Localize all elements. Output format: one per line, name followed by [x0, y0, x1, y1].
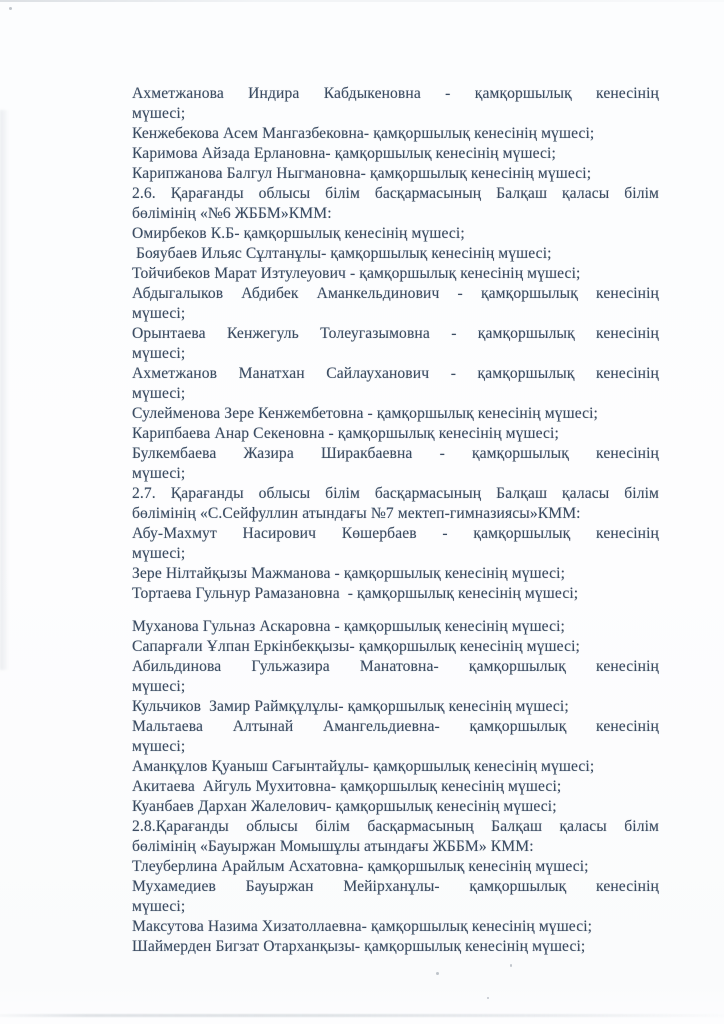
text-line: бөлімінің «Бауыржан Момышұлы атындағы ЖББМ» КММ:	[132, 838, 534, 855]
member-paragraph	[132, 124, 659, 144]
scan-speck	[510, 964, 512, 967]
text-line: Карипжанова Балгул Ныгмановна- қамқоршылық кенесінің мүшесі;	[132, 165, 592, 182]
text-line: Ахметжанов Манатхан Сайлауханович - қамқоршылық кенесінің	[132, 365, 659, 382]
member-paragraph	[132, 717, 659, 757]
member-paragraph	[132, 797, 659, 817]
text-line: Муханова Гульназ Аскаровна - қамқоршылық кенесінің мүшесі;	[132, 618, 565, 635]
text-line: Абдыгалыков Абдибек Аманкельдинович - қамқоршылық кенесінің	[132, 285, 659, 302]
text-line: 2.8.Қарағанды облысы білім басқармасының Балқаш қаласы білім	[132, 818, 659, 835]
text-line: Карипбаева Анар Секеновна - қамқоршылық кенесінің мүшесі;	[132, 425, 559, 442]
text-line: Максутова Назима Хизатоллаевна- қамқоршылық кенесінің мүшесі;	[132, 918, 593, 935]
section-heading	[132, 184, 659, 224]
text-line: Абу-Махмут Насирович Көшербаев - қамқоршылық кенесінің	[132, 525, 659, 542]
member-paragraph	[132, 617, 659, 637]
section-heading	[132, 817, 659, 857]
member-paragraph	[132, 637, 659, 657]
text-line: Зере Нілтайқызы Мажманова - қамқоршылық кенесінің мүшесі;	[132, 565, 565, 582]
text-line: Куанбаев Дархан Жалелович- қамқоршылық кенесінің мүшесі;	[132, 798, 557, 815]
scan-edge-top	[0, 0, 724, 2]
text-line: мүшесі;	[132, 105, 186, 122]
member-paragraph	[132, 697, 659, 717]
text-line: Акитаева Айгуль Мухитовна- қамқоршылық кенесінің мүшесі;	[132, 778, 562, 795]
member-paragraph	[132, 224, 659, 244]
text-line: бөлімінің «С.Сейфуллин атындағы №7 мектеп-гимназиясы»КММ:	[132, 505, 581, 522]
member-paragraph	[132, 404, 659, 424]
text-line: Аманқұлов Қуаныш Сағынтайұлы- қамқоршылық кенесінің мүшесі;	[132, 758, 595, 775]
member-paragraph	[132, 757, 659, 777]
text-line: Шаймерден Бигзат Отарханқызы- қамқоршылық кенесінің мүшесі;	[132, 938, 586, 955]
text-line: мүшесі;	[132, 678, 186, 695]
member-paragraph	[132, 657, 659, 697]
text-line: Мухамедиев Бауыржан Мейірханұлы- қамқоршылық кенесінің	[132, 878, 659, 895]
text-line: Ахметжанова Индира Кабдыкеновна - қамқоршылық кенесінің	[132, 85, 659, 102]
member-paragraph	[132, 284, 659, 324]
text-line: Кульчиков Замир Раймқұлұлы- қамқоршылық кенесінің мүшесі;	[132, 698, 569, 715]
member-paragraph	[132, 857, 659, 877]
text-line: Сапарғали Ұлпан Еркінбекқызы- қамқоршылық кенесінің мүшесі;	[132, 638, 580, 655]
text-line: Орынтаева Кенжегуль Толеугазымовна - қамқоршылық кенесінің	[132, 325, 659, 342]
member-paragraph	[132, 937, 659, 957]
member-paragraph	[132, 424, 659, 444]
text-line: мүшесі;	[132, 738, 186, 755]
member-paragraph	[132, 84, 659, 124]
member-paragraph	[132, 144, 659, 164]
text-line: Мальтаева Алтынай Амангельдиевна- қамқоршылық кенесінің	[132, 718, 659, 735]
text-line: мүшесі;	[132, 305, 186, 322]
member-paragraph	[132, 244, 659, 264]
member-paragraph	[132, 324, 659, 364]
text-line: Бояубаев Ильяс Сұлтанұлы- қамқоршылық кенесінің мүшесі;	[132, 245, 552, 262]
text-line: Булкембаева Жазира Ширакбаевна - қамқоршылық кенесінің	[132, 445, 659, 462]
member-paragraph	[132, 524, 659, 564]
text-line: мүшесі;	[132, 898, 186, 915]
scan-speck	[9, 7, 12, 10]
text-line: 2.7. Қарағанды облысы білім басқармасының Балқаш қаласы білім	[132, 485, 659, 502]
member-paragraph	[132, 264, 659, 284]
text-line: Тойчибеков Марат Изтулеуович - қамқоршылық кенесінің мүшесі;	[132, 265, 581, 282]
text-line: бөлімінің «№6 ЖББМ»КММ:	[132, 205, 332, 222]
text-line: мүшесі;	[132, 465, 186, 482]
text-line: Тлеуберлина Арайлым Асхатовна- қамқоршылық кенесінің мүшесі;	[132, 858, 589, 875]
member-paragraph	[132, 444, 659, 484]
member-paragraph	[132, 164, 659, 184]
member-paragraph	[132, 917, 659, 937]
scan-smudge-left	[0, 110, 9, 670]
member-paragraph	[132, 584, 659, 604]
section-heading	[132, 484, 659, 524]
text-line: 2.6. Қарағанды облысы білім басқармасының Балқаш қаласы білім	[132, 185, 659, 202]
text-line: мүшесі;	[132, 545, 186, 562]
text-line: Абильдинова Гульжазира Манатовна- қамқоршылық кенесінің	[132, 658, 659, 675]
scan-edge-bottom	[0, 1014, 724, 1017]
member-paragraph	[132, 364, 659, 404]
text-line: мүшесі;	[132, 345, 186, 362]
text-line: мүшесі;	[132, 385, 186, 402]
scan-speck	[487, 997, 489, 999]
member-paragraph	[132, 564, 659, 584]
text-line: Кенжебекова Асем Мангазбековна- қамқоршылық кенесінің мүшесі;	[132, 125, 595, 142]
text-line: Каримова Айзада Ерлановна- қамқоршылық кенесінің мүшесі;	[132, 145, 556, 162]
text-line: Сулейменова Зере Кенжембетовна - қамқоршылық кенесінің мүшесі;	[132, 405, 598, 422]
member-paragraph	[132, 877, 659, 917]
member-paragraph	[132, 777, 659, 797]
scan-speck	[436, 972, 439, 975]
document-body	[132, 84, 659, 957]
text-line: Тортаева Гульнур Рамазановна - қамқоршылық кенесінің мүшесі;	[132, 585, 579, 602]
paragraph-spacer	[132, 604, 659, 617]
text-line: Омирбеков К.Б- қамқоршылық кенесінің мүшесі;	[132, 225, 465, 242]
